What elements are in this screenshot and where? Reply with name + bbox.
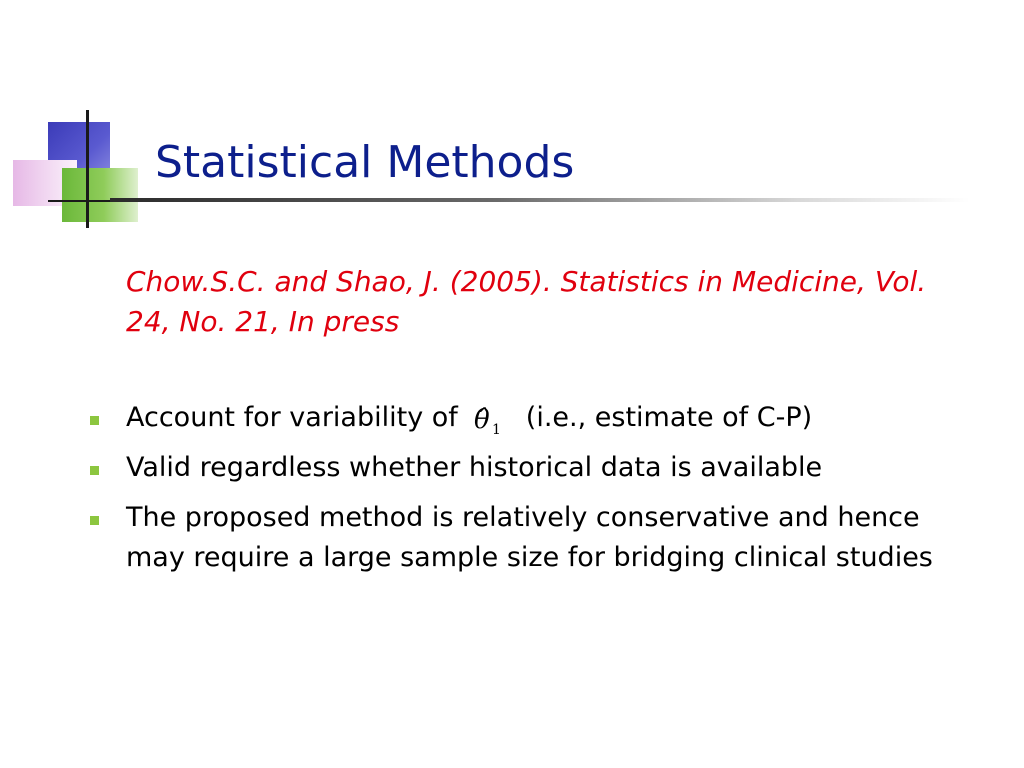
bullet-square-icon [90,466,99,475]
bullet-list [88,398,968,588]
title-underline [110,198,970,202]
slide-title: Statistical Methods [155,137,575,188]
bullet-square-icon [90,416,99,425]
bullet-item [88,448,968,488]
bullet-square-icon [90,516,99,525]
theta-subscript: 1 [491,422,501,438]
theta-hat-math [466,398,516,438]
bullet-item [88,498,968,578]
bullet-text: The proposed method is relatively conservative and hence may require a large sample size for bridging clinical studies [126,502,933,573]
bullet-item [88,398,968,438]
decor-green-square [62,168,138,222]
decor-vertical-line [86,110,89,228]
bullet-text: Valid regardless whether historical data is available [126,452,823,483]
bullet-text-after: (i.e., estimate of C-P) [525,402,813,433]
citation-text: Chow.S.C. and Shao, J. (2005). Statistics in Medicine, Vol. 24, No. 21, In press [126,265,927,338]
theta-hat-symbol: θ̂ [473,405,490,435]
bullet-text-before: Account for variability of [126,402,458,433]
